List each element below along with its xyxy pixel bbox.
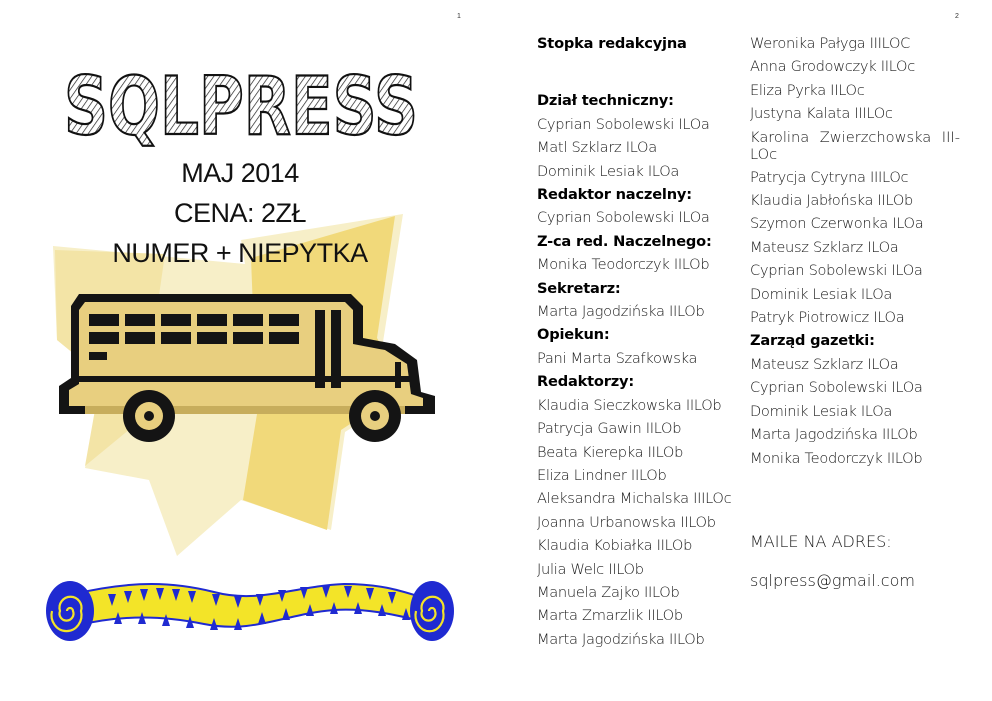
deputy-heading: Z-ca red. Naczelnego: (537, 232, 712, 250)
issue-month: MAJ 2014 (181, 158, 299, 188)
list-item: Dominik Lesiak ILOa (750, 285, 893, 303)
page-number-right: 2 (955, 13, 959, 20)
list-item: Cyprian Sobolewski ILOa (750, 262, 923, 280)
list-item: Dominik Lesiak ILOa (537, 162, 680, 180)
list-item: Cyprian Sobolewski ILOa (537, 209, 710, 227)
list-item: Manuela Zajko IILOb (537, 583, 680, 601)
list-item: Cyprian Sobolewski ILOa (537, 115, 710, 133)
editors-heading: Redaktorzy: (537, 373, 634, 391)
list-item: Klaudia Sieczkowska IILOb (537, 396, 722, 414)
guardian-heading: Opiekun: (537, 326, 610, 344)
list-item: Patrycja Gawin IILOb (537, 420, 682, 438)
footer-title: Stopka redakcyjna (537, 35, 687, 52)
list-item: Klaudia Kobiałka IILOb (537, 537, 693, 555)
issue-number: NUMER + NIEPYTKA (112, 238, 368, 268)
mail-address: sqlpress@gmail.com (750, 570, 915, 590)
list-item: Marta Zmarzlik IILOb (537, 607, 683, 625)
footer-column-left (537, 32, 747, 651)
list-item: Szymon Czerwonka ILOa (750, 215, 924, 233)
list-item: Aleksandra Michalska IIILOc (537, 490, 732, 508)
list-item: Beata Kierepka IILOb (537, 443, 684, 461)
list-item: Joanna Urbanowska IILOb (537, 513, 716, 531)
tech-heading: Dział techniczny: (537, 92, 674, 110)
sqlpress-logo (60, 60, 422, 153)
list-item: Pani Marta Szafkowska (537, 349, 698, 367)
list-item: Weronika Pałyga IIILOC (750, 35, 911, 52)
list-item: Patrycja Cytryna IIILOc (750, 168, 909, 186)
list-item: Monika Teodorczyk IILOb (537, 256, 710, 274)
footer-column-right (750, 32, 960, 596)
list-item: Karolina Zwierzchowska III-LOc (750, 128, 960, 163)
sun-ribbon-icon (44, 578, 456, 644)
list-item: Mateusz Szklarz ILOa (750, 355, 899, 373)
list-item: Marta Jagodzińska IILOb (537, 303, 705, 321)
list-item: Klaudia Jabłońska IILOb (750, 192, 914, 210)
board-heading: Zarząd gazetki: (750, 332, 875, 350)
secretary-heading: Sekretarz: (537, 279, 621, 297)
editor-heading: Redaktor naczelny: (537, 186, 692, 204)
list-item: Eliza Pyrka IILOc (750, 81, 865, 99)
list-item: Marta Jagodzińska IILOb (537, 630, 705, 648)
issue-price: CENA: 2ZŁ (173, 198, 307, 228)
list-item: Julia Welc IILOb (537, 560, 644, 578)
page-number-left: 1 (457, 13, 461, 20)
list-item: Marta Jagodzińska IILOb (750, 426, 918, 444)
list-item: Matl Szklarz ILOa (537, 139, 657, 157)
list-item: Cyprian Sobolewski ILOa (750, 379, 923, 397)
list-item: Dominik Lesiak ILOa (750, 402, 893, 420)
list-item: Mateusz Szklarz ILOa (750, 238, 899, 256)
list-item: Justyna Kalata IIILOc (750, 105, 893, 123)
logo-text: SQLPRESS (64, 60, 418, 153)
list-item: Patryk Piotrowicz ILOa (750, 309, 905, 327)
list-item: Eliza Lindner IILOb (537, 466, 667, 484)
list-item: Anna Grodowczyk IILOc (750, 58, 915, 76)
mail-label: MAILE NA ADRES: (750, 531, 892, 551)
list-item: Monika Teodorczyk IILOb (750, 449, 923, 467)
